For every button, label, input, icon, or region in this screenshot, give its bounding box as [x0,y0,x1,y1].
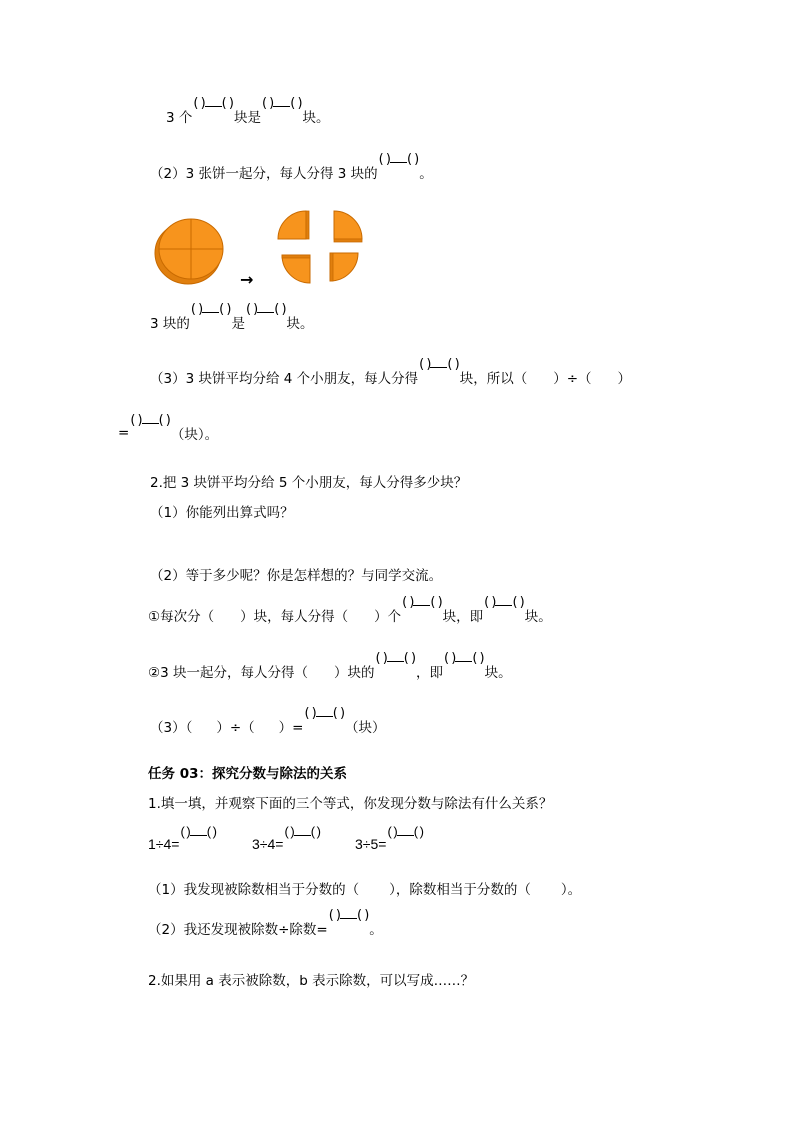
text: （2）3 张饼一起分，每人分得 3 块的 [150,166,378,182]
question-2-3 [150,704,386,748]
line-equals-pieces [118,411,218,455]
line-3-pieces-of [150,300,314,344]
task-03-heading: 任务 03：探究分数与除法的关系 [148,766,347,782]
equation-3 [355,822,424,866]
fraction-blank[interactable]: ( ) ( ) [375,651,416,666]
fraction-blank[interactable]: ( ) ( ) [328,908,369,923]
text: ，即 [416,665,444,681]
text: 3÷5= [355,836,387,852]
fraction-blank[interactable]: ( ) ( ) [190,302,231,317]
text: ）块，每人分得（ [240,609,349,625]
text: ②3 块一起分，每人分得（ [148,665,308,681]
question-2-2: （2）等于多少呢？你是怎样想的？与同学交流。 [150,568,443,584]
question-2-part-2 [150,150,433,194]
fraction-blank[interactable]: ( ) ( ) [284,824,320,839]
fraction-blank[interactable]: ( ) ( ) [484,595,524,610]
question-2-1: （1）你能列出算式吗？ [150,505,294,521]
text: ）。 [560,882,582,898]
fraction-blank[interactable]: ( ) ( ) [402,595,442,610]
text: 块是 [233,110,261,126]
fraction-blank[interactable]: ( ) ( ) [444,651,484,666]
text: ），除数相当于分数的（ [389,882,531,898]
equation-2 [252,822,321,866]
text: 块。 [484,665,512,681]
finding-1 [148,866,581,910]
question-2: 2.把 3 块饼平均分给 5 个小朋友，每人分得多少块？ [150,475,468,491]
text: 1÷4= [148,836,180,852]
text: 3÷4= [252,836,284,852]
text: ）个 [374,609,402,625]
fraction-blank[interactable]: ( ) ( ) [378,152,419,167]
text: 块。 [302,110,330,126]
text: 3 块的 [150,316,190,332]
text: （块）。 [170,427,219,443]
text: 块，所以（ [459,371,528,387]
arrow-icon: → [240,270,254,289]
text: 块，即 [442,609,484,625]
text: ）块的 [333,665,375,681]
fraction-blank[interactable]: ( ) ( ) [304,706,345,721]
task-question-2: 2.如果用 a 表示被除数，b 表示除数，可以写成……？ [148,973,475,989]
equation-1 [148,822,217,866]
question-2-part-3 [150,355,631,399]
text: 。 [369,922,383,938]
whole-pie-icon [152,215,228,287]
fraction-blank[interactable]: ( ) ( ) [245,302,286,317]
method-1 [148,593,552,637]
fraction-blank[interactable]: ( ) ( ) [387,824,423,839]
text: ）÷（ [553,371,592,387]
text: ）= [278,720,304,736]
text: 3 个 [166,110,193,126]
task-question-1: 1.填一填，并观察下面的三个等式，你发现分数与除法有什么关系？ [148,796,553,812]
quarter-pieces-icon [270,205,370,285]
text: （1）我发现被除数相当于分数的（ [148,882,360,898]
text: ①每次分（ [148,609,215,625]
text: = [118,425,130,441]
method-2 [148,649,512,693]
text: （3）3 块饼平均分给 4 个小朋友，每人分得 [150,371,419,387]
text: （块） [345,720,386,736]
text: 是 [231,316,245,332]
text: ） [617,371,632,387]
line-3-pieces [166,94,330,138]
text: 块。 [286,316,314,332]
fraction-blank[interactable]: ( ) ( ) [180,824,216,839]
text: ）÷（ [216,720,255,736]
fraction-blank[interactable]: ( ) ( ) [193,96,233,111]
fraction-blank[interactable]: ( ) ( ) [261,96,302,111]
text: （3）（ [150,720,193,736]
fraction-blank[interactable]: ( ) ( ) [419,357,459,372]
text: （2）我还发现被除数÷除数= [148,922,328,938]
finding-2 [148,906,383,950]
fraction-blank[interactable]: ( ) ( ) [130,413,170,428]
text: 。 [419,166,433,182]
text: 块。 [524,609,552,625]
